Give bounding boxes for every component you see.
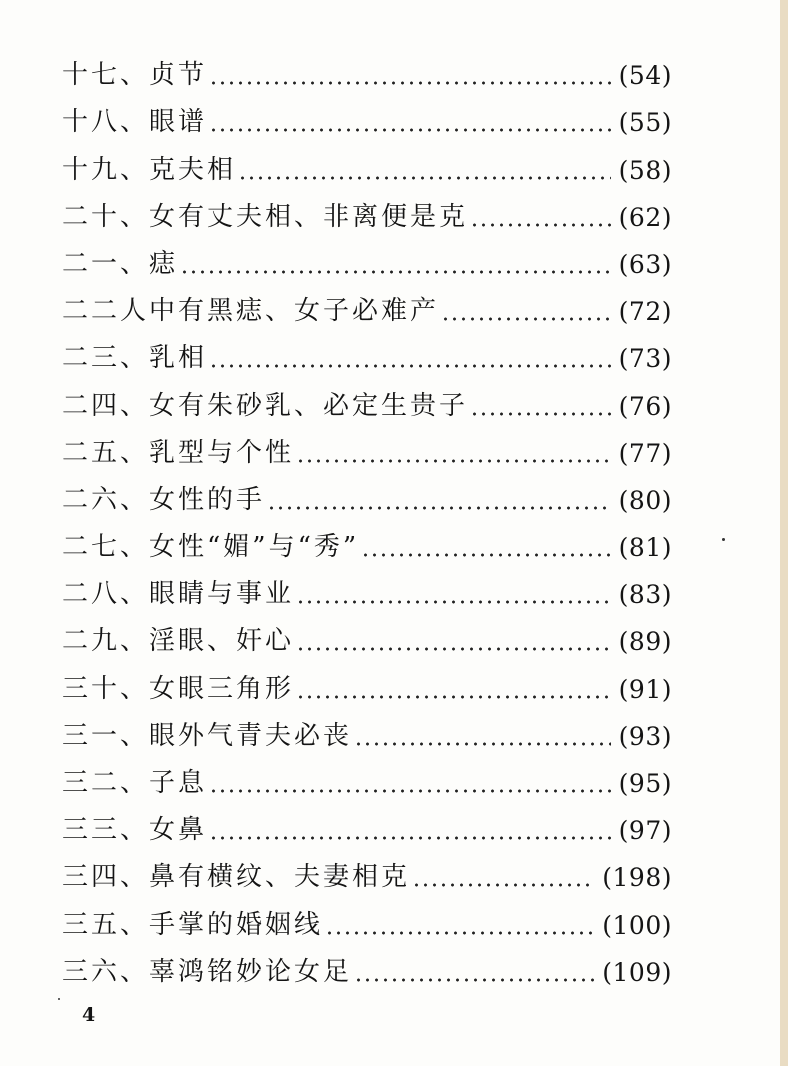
toc-entry-page: (58): [618, 155, 672, 185]
ink-speck: [58, 998, 60, 1000]
toc-entry-title: 三一、眼外气青夫必丧: [62, 720, 353, 751]
dot-leader: [361, 553, 611, 557]
toc-entry-title: 二一、痣: [62, 248, 179, 279]
toc-entry-page: (109): [602, 957, 672, 987]
toc-entry-page: (198): [602, 863, 672, 893]
toc-entry: [62, 335, 672, 382]
dot-leader: [296, 647, 611, 651]
toc-entry: [62, 52, 672, 99]
toc-entry: [62, 949, 672, 996]
dot-leader: [180, 270, 611, 274]
toc-entry-title: 十七、贞节: [62, 60, 208, 91]
toc-entry-page: (100): [602, 910, 672, 940]
toc-entry-page: (73): [618, 344, 672, 374]
dot-leader: [296, 459, 611, 463]
dot-leader: [470, 412, 611, 416]
toc-entry: [62, 524, 672, 571]
toc-entry-title: 三六、辜鸿铭妙论女足: [62, 956, 353, 987]
dot-leader: [354, 742, 611, 746]
dot-leader: [354, 978, 594, 982]
toc-entry-page: (77): [618, 438, 672, 468]
toc-entry-page: (93): [618, 721, 672, 751]
dot-leader: [325, 931, 594, 935]
table-of-contents: [62, 52, 672, 996]
toc-entry-page: (83): [618, 580, 672, 610]
toc-entry: [62, 430, 672, 477]
toc-entry-title: 三三、女鼻: [62, 815, 208, 846]
toc-entry-page: (89): [618, 627, 672, 657]
toc-entry-page: (55): [618, 108, 672, 138]
toc-entry: [62, 807, 672, 854]
toc-entry-page: (97): [618, 816, 672, 846]
toc-entry-page: (63): [618, 249, 672, 279]
toc-entry-title: 三十、女眼三角形: [62, 673, 295, 704]
dot-leader: [296, 695, 611, 699]
toc-entry-title: 二三、乳相: [62, 343, 208, 374]
toc-entry-title: 二六、女性的手: [62, 484, 266, 515]
ink-speck: [722, 538, 725, 541]
dot-leader: [209, 836, 611, 840]
toc-entry-title: 二九、淫眼、奸心: [62, 626, 295, 657]
toc-entry-title: 二十、女有丈夫相、非离便是克: [62, 201, 469, 232]
toc-entry: [62, 241, 672, 288]
dot-leader: [441, 317, 611, 321]
toc-entry: [62, 618, 672, 665]
toc-entry: [62, 571, 672, 618]
toc-entry-title: 二五、乳型与个性: [62, 437, 295, 468]
toc-entry: [62, 760, 672, 807]
toc-entry: [62, 146, 672, 193]
toc-entry-title: 二二人中有黑痣、女子必难产: [62, 296, 440, 327]
toc-entry: [62, 901, 672, 948]
dot-leader: [209, 128, 611, 132]
toc-entry-page: (81): [618, 533, 672, 563]
toc-entry-title: 二八、眼睛与事业: [62, 579, 295, 610]
toc-entry-page: (91): [618, 674, 672, 704]
toc-entry: [62, 382, 672, 429]
toc-entry-page: (72): [618, 297, 672, 327]
page-edge: [780, 0, 788, 1066]
toc-entry-page: (76): [618, 391, 672, 421]
toc-entry-page: (80): [618, 485, 672, 515]
toc-entry-title: 三四、鼻有横纹、夫妻相克: [62, 862, 411, 893]
dot-leader: [267, 506, 611, 510]
toc-entry: [62, 477, 672, 524]
dot-leader: [412, 883, 594, 887]
toc-entry-title: 十九、克夫相: [62, 154, 237, 185]
toc-entry-title: 十八、眼谱: [62, 107, 208, 138]
dot-leader: [296, 600, 611, 604]
toc-entry: [62, 665, 672, 712]
page-number: 4: [82, 1004, 96, 1026]
toc-entry-title: 三五、手掌的婚姻线: [62, 909, 324, 940]
toc-entry: [62, 99, 672, 146]
toc-entry: [62, 713, 672, 760]
dot-leader: [209, 81, 611, 85]
toc-entry-title: 二四、女有朱砂乳、必定生贵子: [62, 390, 469, 421]
toc-entry: [62, 288, 672, 335]
toc-entry: [62, 854, 672, 901]
dot-leader: [238, 176, 611, 180]
dot-leader: [470, 223, 611, 227]
dot-leader: [209, 789, 611, 793]
dot-leader: [209, 364, 611, 368]
toc-entry-title: 二七、女性“媚”与“秀”: [62, 532, 360, 563]
toc-entry-page: (54): [618, 61, 672, 91]
toc-entry-page: (95): [618, 769, 672, 798]
toc-entry-page: (62): [618, 202, 672, 232]
toc-entry: [62, 194, 672, 241]
toc-entry-title: 三二、子息: [62, 768, 208, 798]
